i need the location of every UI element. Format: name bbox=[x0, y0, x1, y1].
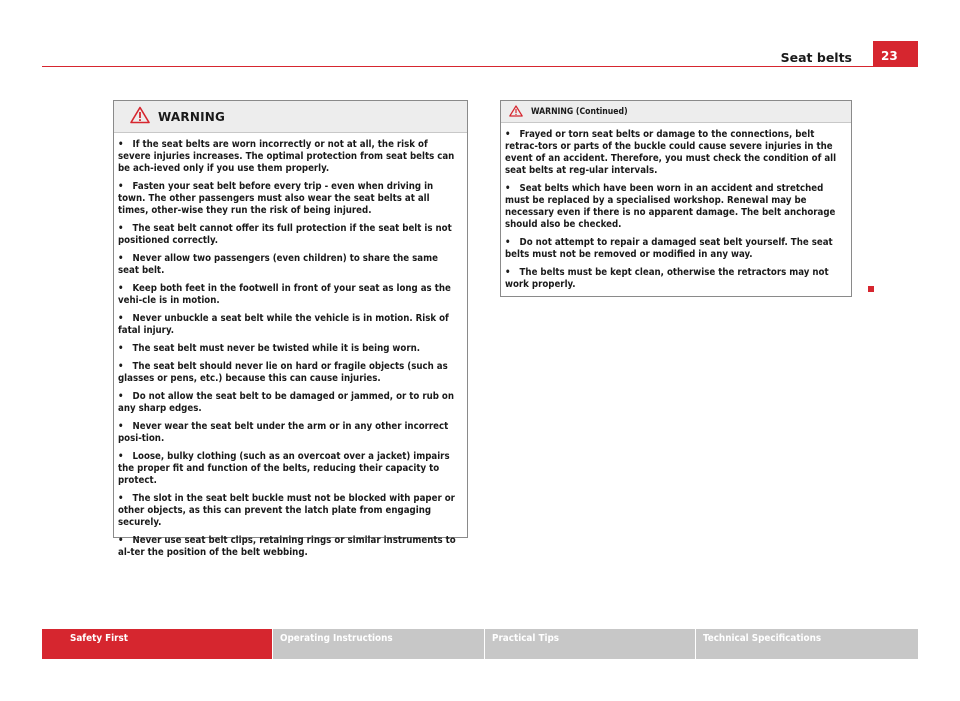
bullet-dot: • bbox=[505, 129, 511, 140]
warning-item: • If the seat belts are worn incorrectly or not at all, the risk of severe injuries increases. The optimal protection from seat belts can be ach-ieved only if you use them properly. bbox=[118, 139, 455, 174]
bullet-dot: • bbox=[505, 183, 511, 194]
warning-list bbox=[501, 123, 851, 291]
bullet-dot: • bbox=[118, 253, 124, 264]
warning-item: • The belts must be kept clean, otherwise the retractors may not work properly. bbox=[505, 267, 829, 290]
bullet-dot: • bbox=[505, 237, 511, 248]
warning-item: • Frayed or torn seat belts or damage to the connections, belt retrac-tors or parts of the buckle could cause severe injuries in the event of an accident. Therefore, you must check the condition of all seat belts at reg-ular intervals. bbox=[505, 129, 837, 176]
footer-tab-technical-specifications[interactable]: Technical Specifications bbox=[696, 629, 918, 659]
warning-item: • Never use seat belt clips, retaining rings or similar instruments to al-ter the position of the belt webbing. bbox=[118, 535, 456, 558]
page-title: Seat belts bbox=[780, 50, 852, 65]
warning-item: • Never allow two passengers (even children) to share the same seat belt. bbox=[118, 253, 438, 276]
warning-item: • The seat belt cannot offer its full protection if the seat belt is not positioned correctly. bbox=[118, 223, 452, 246]
warning-item: • Seat belts which have been worn in an accident and stretched must be replaced by a specialised workshop. Renewal may be necessary even if there is no apparent damage. The belt anchorage should also be checked. bbox=[505, 183, 836, 230]
footer-tab-practical-tips[interactable]: Practical Tips bbox=[485, 629, 695, 659]
bullet-dot: • bbox=[118, 223, 124, 234]
warning-box-right bbox=[500, 100, 852, 297]
bullet-dot: • bbox=[118, 421, 124, 432]
warning-item: • The seat belt should never lie on hard or fragile objects (such as glasses or pens, etc.) because this can cause injuries. bbox=[118, 361, 448, 384]
footer-nav bbox=[42, 629, 918, 659]
page-number: 23 bbox=[873, 41, 918, 66]
footer-tab-safety-first[interactable]: Safety First bbox=[42, 629, 272, 659]
bullet-dot: • bbox=[118, 181, 124, 192]
warning-triangle-icon bbox=[130, 106, 150, 128]
warning-header bbox=[501, 101, 851, 123]
warning-header bbox=[114, 101, 467, 133]
warning-item: • Keep both feet in the footwell in front of your seat as long as the vehi-cle is in motion. bbox=[118, 283, 451, 306]
header-rule bbox=[42, 66, 918, 67]
bullet-dot: • bbox=[118, 391, 124, 402]
end-of-section-marker bbox=[868, 286, 874, 292]
warning-item: • Never wear the seat belt under the arm or in any other incorrect posi-tion. bbox=[118, 421, 449, 444]
bullet-dot: • bbox=[118, 493, 124, 504]
warning-item: • Fasten your seat belt before every trip - even when driving in town. The other passengers must also wear the seat belts at all times, other-wise they run the risk of being injured. bbox=[118, 181, 434, 216]
warning-item: • The seat belt must never be twisted while it is being worn. bbox=[118, 343, 421, 354]
bullet-dot: • bbox=[118, 343, 124, 354]
warning-item: • Do not attempt to repair a damaged seat belt yourself. The seat belts must not be removed or modified in any way. bbox=[505, 237, 833, 260]
bullet-dot: • bbox=[118, 139, 124, 150]
bullet-dot: • bbox=[118, 361, 124, 372]
warning-title: WARNING (Continued) bbox=[531, 106, 628, 117]
warning-box-left bbox=[113, 100, 468, 558]
bullet-dot: • bbox=[118, 451, 124, 462]
warning-item: • Do not allow the seat belt to be damaged or jammed, or to rub on any sharp edges. bbox=[118, 391, 454, 414]
bullet-dot: • bbox=[118, 313, 124, 324]
bullet-dot: • bbox=[118, 535, 124, 546]
warning-title: WARNING bbox=[158, 109, 226, 124]
bullet-dot: • bbox=[118, 283, 124, 294]
warning-list bbox=[114, 133, 467, 559]
warning-triangle-icon bbox=[509, 102, 523, 121]
warning-item: • The slot in the seat belt buckle must not be blocked with paper or other objects, as this can prevent the latch plate from engaging securely. bbox=[118, 493, 455, 528]
footer-tab-operating-instructions[interactable]: Operating Instructions bbox=[273, 629, 484, 659]
warning-item: • Loose, bulky clothing (such as an overcoat over a jacket) impairs the proper fit and function of the belts, reducing their capacity to protect. bbox=[118, 451, 450, 486]
bullet-dot: • bbox=[505, 267, 511, 278]
warning-item: • Never unbuckle a seat belt while the vehicle is in motion. Risk of fatal injury. bbox=[118, 313, 449, 336]
